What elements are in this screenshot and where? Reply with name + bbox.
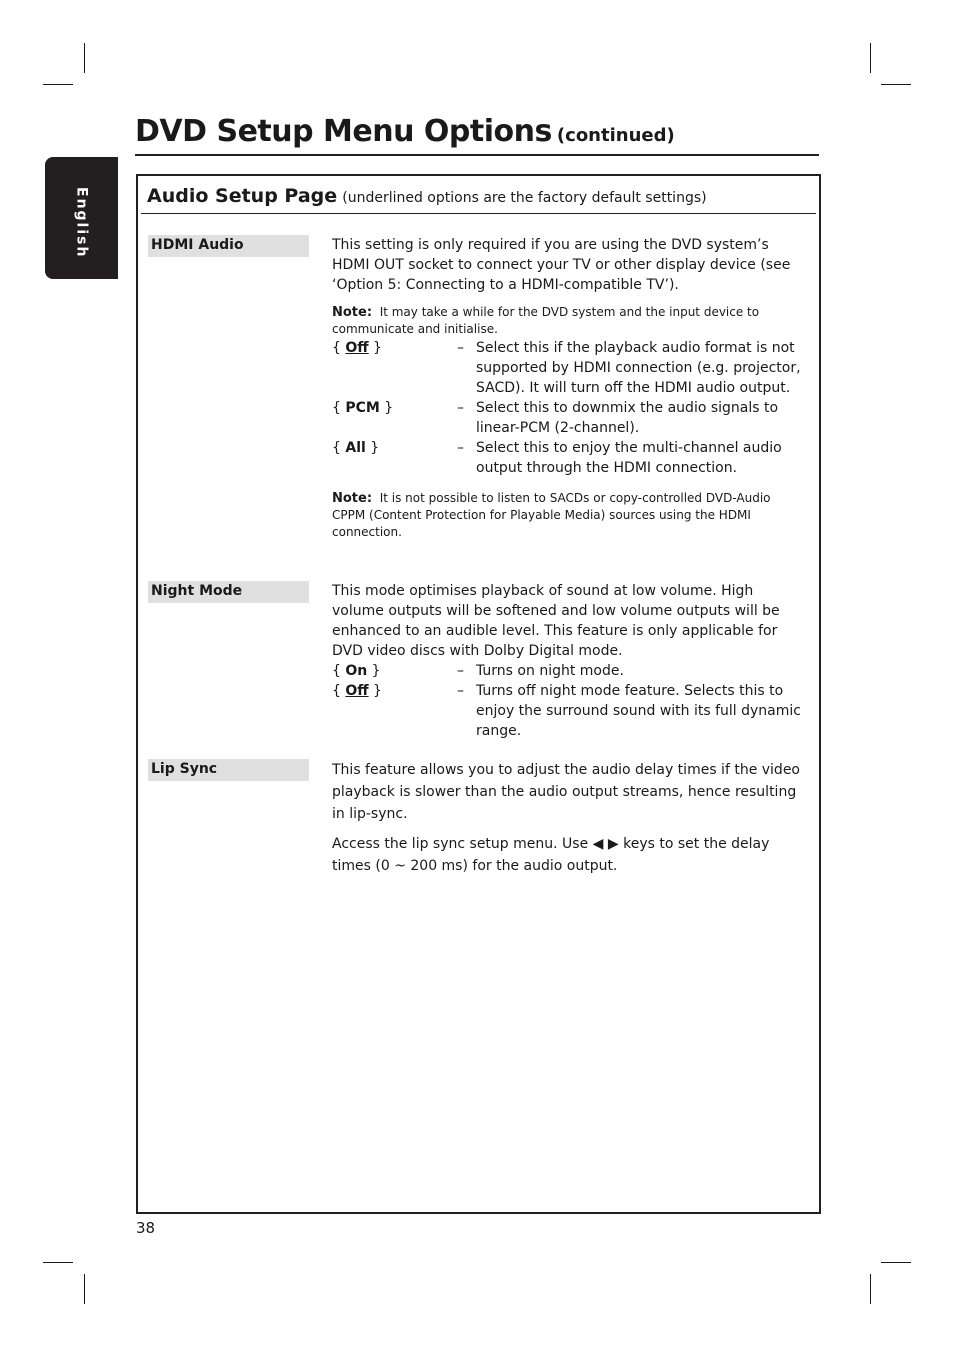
section-title: Audio Setup Page <box>147 185 338 207</box>
content-frame <box>136 174 821 1214</box>
option-value: All <box>345 440 366 456</box>
option-description: Select this to downmix the audio signals to linear-PCM (2-channel). <box>476 400 779 436</box>
crop-mark <box>881 84 911 85</box>
crop-mark <box>43 84 73 85</box>
option-key: { PCM } <box>332 400 394 416</box>
night-intro: This mode optimises playback of sound at low volume. High volume outputs will be softened and low volume outputs will be enhanced to an audible level. This feature is only applicable for DVD video discs with Dolby Digital mode. <box>332 583 780 659</box>
setting-label-night-mode: Night Mode <box>148 581 309 603</box>
option-row <box>332 661 804 681</box>
crop-mark <box>881 1262 911 1263</box>
option-dash: – <box>457 683 464 699</box>
lip-sync-text: keys to set the delay times (0 ~ 200 ms) for the audio output. <box>332 836 770 874</box>
hdmi-note-1 <box>332 304 804 338</box>
option-row <box>332 438 804 478</box>
right-arrow-icon: ▶ <box>607 836 619 852</box>
language-tab <box>45 157 118 279</box>
section-header <box>141 179 816 214</box>
option-value-default: Off <box>345 340 369 356</box>
lip-sync-paragraph-1: This feature allows you to adjust the audio delay times if the video playback is slower than the audio output streams, hence resulting in lip-sync. <box>332 762 800 822</box>
option-description: Turns on night mode. <box>476 663 624 679</box>
option-row <box>332 398 804 438</box>
crop-mark <box>870 43 871 73</box>
option-value-default: Off <box>345 683 369 699</box>
note-text: It may take a while for the DVD system and the input device to communicate and initialise. <box>332 305 760 336</box>
option-value: On <box>345 663 368 679</box>
night-mode-description <box>332 581 804 741</box>
page-number: 38 <box>136 1219 156 1237</box>
language-tab-label: English <box>73 187 90 259</box>
crop-mark <box>43 1262 73 1263</box>
option-description: Select this if the playback audio format is not supported by HDMI connection (e.g. projector, SACD). It will turn off the HDMI audio output. <box>476 340 801 396</box>
hdmi-note-2 <box>332 490 804 541</box>
crop-mark <box>84 43 85 73</box>
note-text: It is not possible to listen to SACDs or copy-controlled DVD-Audio CPPM (Content Protection for Playable Media) sources using the HDMI connection. <box>332 491 771 539</box>
crop-mark <box>84 1274 85 1304</box>
option-row <box>332 338 804 398</box>
left-arrow-icon: ◀ <box>592 836 604 852</box>
option-dash: – <box>457 663 464 679</box>
option-row <box>332 681 804 741</box>
note-label: Note: <box>332 491 373 506</box>
lip-sync-paragraph-2 <box>332 833 804 877</box>
section-subtitle: (underlined options are the factory default settings) <box>342 190 707 206</box>
hdmi-audio-description <box>332 235 804 541</box>
page-title <box>135 114 819 156</box>
option-dash: – <box>457 400 464 416</box>
option-dash: – <box>457 340 464 356</box>
option-value: PCM <box>345 400 380 416</box>
option-description: Select this to enjoy the multi-channel audio output through the HDMI connection. <box>476 440 782 476</box>
option-description: Turns off night mode feature. Selects this to enjoy the surround sound with its full dynamic range. <box>476 683 801 739</box>
page-title-main: DVD Setup Menu Options <box>135 114 552 149</box>
lip-sync-description <box>332 759 804 877</box>
hdmi-intro: This setting is only required if you are using the DVD system’s HDMI OUT socket to connect your TV or other display device (see ‘Option 5: Connecting to a HDMI-compatible TV’). <box>332 237 791 293</box>
option-key: { On } <box>332 663 381 679</box>
option-key: { All } <box>332 440 380 456</box>
setting-label-lip-sync: Lip Sync <box>148 759 309 781</box>
option-dash: – <box>457 440 464 456</box>
note-label: Note: <box>332 305 373 320</box>
option-key: { Off } <box>332 683 382 699</box>
setting-label-hdmi-audio: HDMI Audio <box>148 235 309 257</box>
page-title-continued: (continued) <box>556 125 675 146</box>
crop-mark <box>870 1274 871 1304</box>
option-key: { Off } <box>332 340 382 356</box>
lip-sync-text: Access the lip sync setup menu. Use <box>332 836 589 852</box>
